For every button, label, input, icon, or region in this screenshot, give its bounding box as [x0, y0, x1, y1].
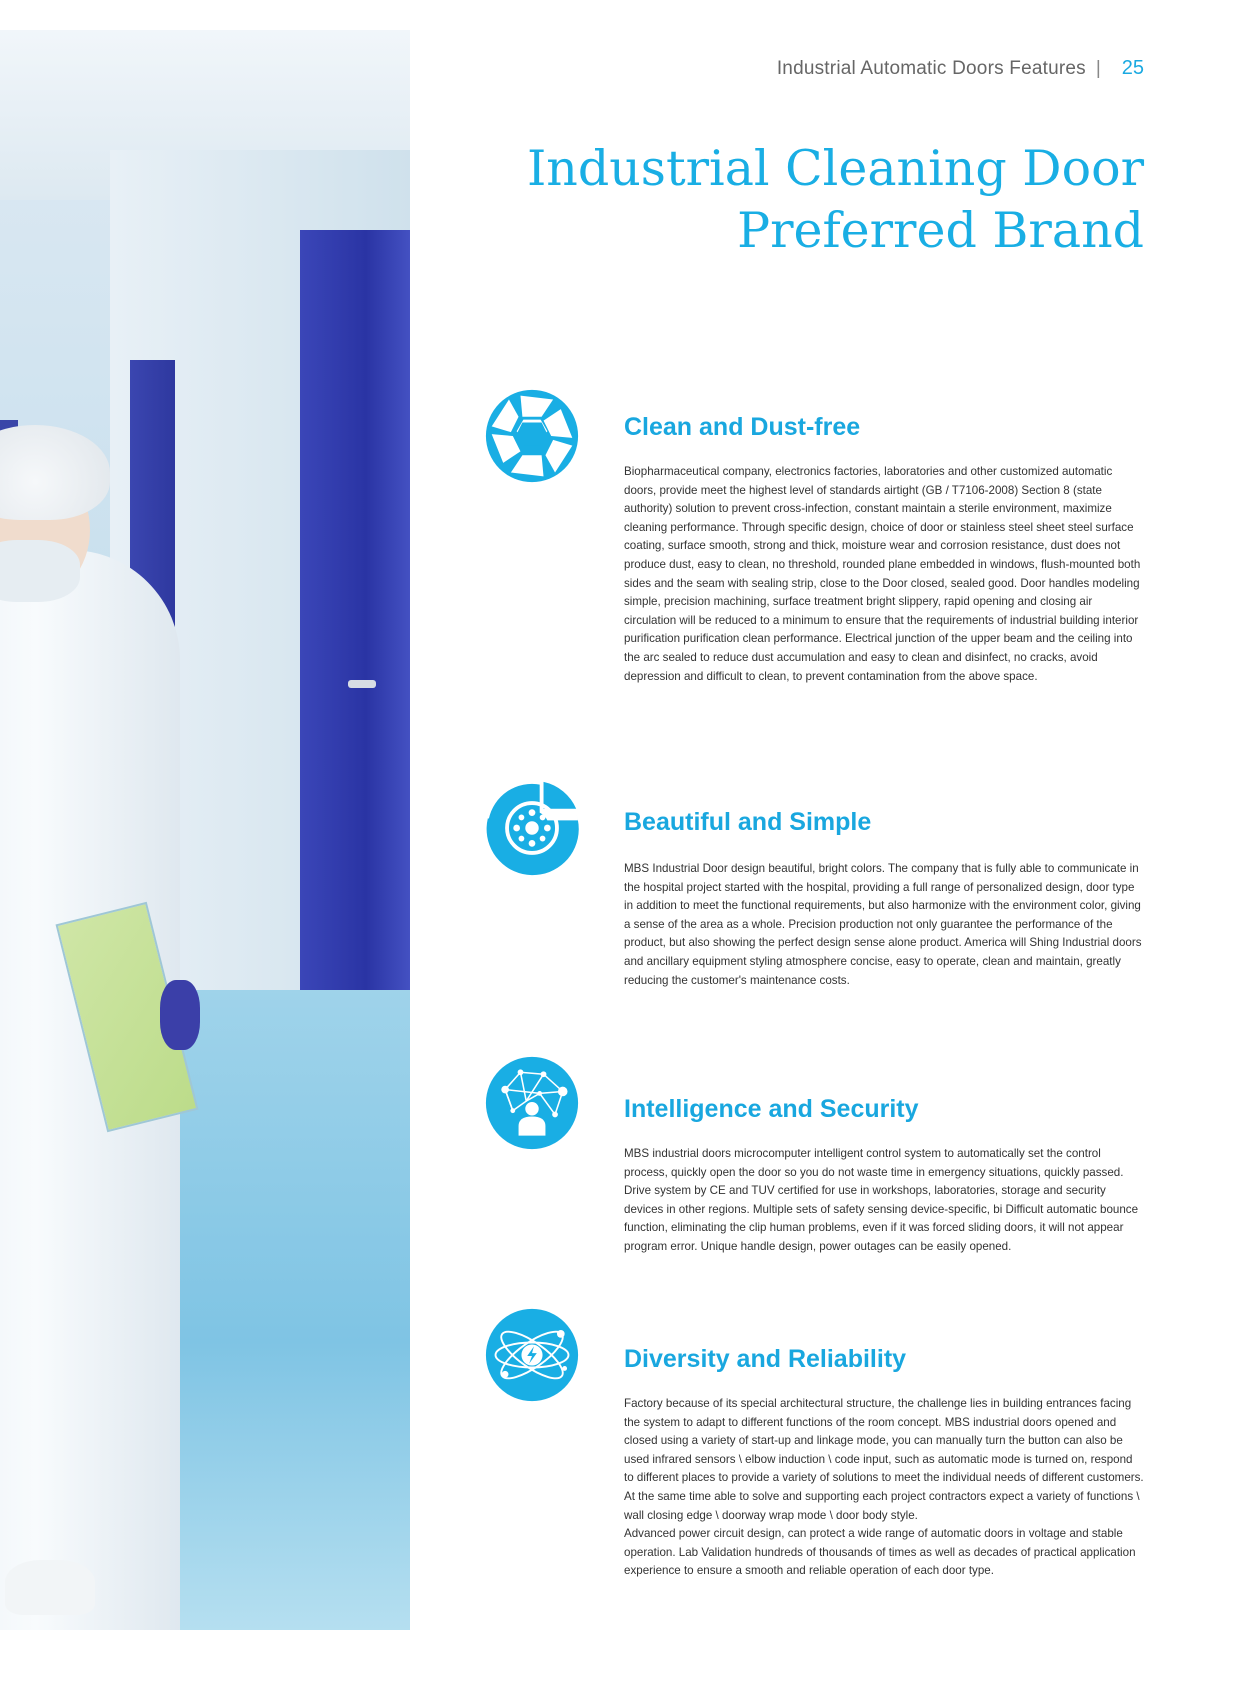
page-title [504, 138, 1144, 262]
running-title: Industrial Automatic Doors Features [776, 58, 1086, 79]
photo-worker-cap [0, 425, 110, 520]
page-title-line1: Industrial Cleaning Door [526, 140, 1144, 197]
photo-worker-mask [0, 540, 80, 602]
feature-heading: Diversity and Reliability [624, 1345, 907, 1373]
feature-heading: Intelligence and Security [624, 1095, 919, 1123]
feature-body: MBS Industrial Door design beautiful, bright colors. The company that is fully able to communicate in the hospital project started with the hospital, providing a full range of personalized design, door type in addition to meet the functional requirements, but also harmonize with the environment color, giving a sense of the area as a whole. Precision production not only guarantee the performance of the product, but also showing the perfect design sense alone product. America will Shing Industrial doors and ancillary equipment styling atmosphere concise, easy to operate, clean and maintain, greatly reducing the customer's maintenance costs. [624, 862, 1142, 987]
network-user-icon [484, 1055, 580, 1151]
photo-glove [160, 980, 200, 1050]
gear-wheel-icon [484, 780, 580, 876]
cleanroom-photo [0, 30, 410, 1630]
feature-body-para1: Factory because of its special architectural structure, the challenge lies in building entrances facing the system to adapt to different functions of the room concept. MBS industrial doors opened and closed using a variety of start-up and linkage mode, you can manually turn the button can also be used infrared sensors \ elbow induction \ code input, such as automatic mode is turned on, respond to different places to provide a variety of solutions to meet the individual needs of different customers. At the same time able to solve and supporting each project contractors expect a variety of functions \ wall closing edge \ doorway wrap mode \ door body style. [624, 1397, 1144, 1522]
feature-heading: Clean and Dust-free [624, 413, 861, 441]
feature-body [624, 1395, 1144, 1581]
photo-door-near [300, 230, 410, 1030]
atom-power-icon [484, 1307, 580, 1403]
header-separator: | [1095, 58, 1101, 79]
feature-body: MBS industrial doors microcomputer intelligent control system to automatically set the control process, quickly open the door so you do not waste time in emergency situations, quickly passed. Drive system by CE and TUV certified for use in workshops, laboratories, storage and security devices in other regions. Multiple sets of safety sensing device-specific, bi Difficult automatic bounce function, eliminating the clip human problems, even if it was forced sliding doors, it will not appear program error. Unique handle design, power outages can be easily opened. [624, 1147, 1139, 1253]
photo-door-handle [348, 680, 376, 688]
page-number: 25 [1121, 57, 1144, 79]
feature-body: Biopharmaceutical company, electronics factories, laboratories and other customized automatic doors, provide meet the highest level of standards airtight (GB / T7106-2008) Section 8 (state authority) solution to prevent cross-infection, constant maintain a sterile environment, maximize cleaning performance. Through specific design, choice of door or stainless steel sheet steel surface coating, surface smooth, strong and thick, moisture wear and corrosion resistance, dust does not produce dust, easy to clean, no threshold, rounded plane embedded in windows, flush-mounted both sides and the seam with sealing strip, close to the Door closed, sealed good. Door handles modeling simple, precision machining, surface treatment bright slippery, rapid opening and closing air circulation will be reduced to a minimum to ensure that the requirements of industrial building interior purification purification clean performance. Electrical junction of the upper beam and the ceiling into the arc sealed to reduce dust accumulation and easy to clean and disinfect, no cracks, avoid depression and difficult to clean, to prevent contamination from the above space. [624, 465, 1141, 683]
aperture-icon [484, 388, 580, 484]
page-title-line2: Preferred Brand [737, 202, 1144, 259]
feature-body-para2: Advanced power circuit design, can protect a wide range of automatic doors in voltage and stable operation. Lab Validation hundreds of thousands of times as well as decades of practical application experience to ensure a smooth and reliable operation of each door type. [624, 1527, 1136, 1578]
photo-shoe [5, 1560, 95, 1615]
feature-heading: Beautiful and Simple [624, 808, 872, 836]
running-header [777, 58, 1111, 80]
